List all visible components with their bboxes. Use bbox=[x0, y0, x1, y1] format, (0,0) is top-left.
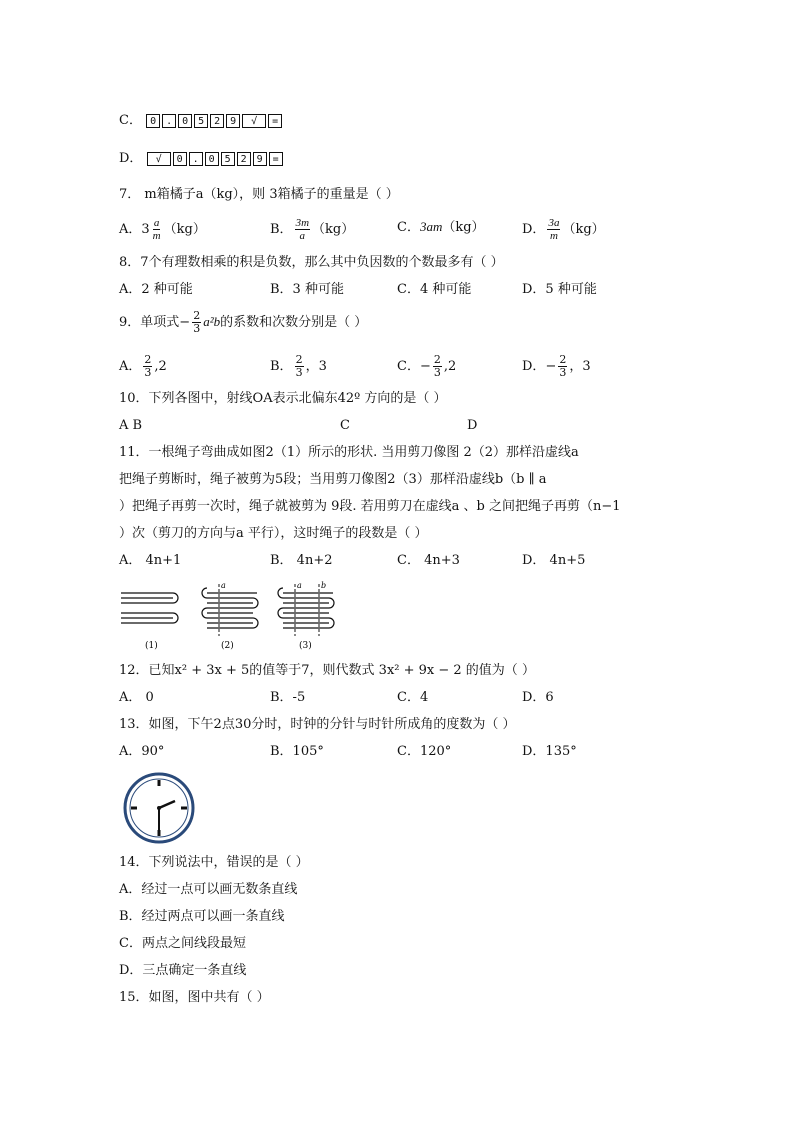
denominator: 3 bbox=[193, 322, 201, 335]
q10-stem: 10．下列各图中，射线OA表示北偏东42º 方向的是（ ） bbox=[119, 391, 447, 406]
figure-label: (2) bbox=[221, 641, 234, 651]
rope-figure-3 bbox=[278, 588, 334, 628]
q8-option-a: A．2 种可能 bbox=[119, 282, 193, 297]
q12-option-c: C．4 bbox=[397, 690, 429, 705]
q13-option-c: C．120° bbox=[397, 744, 452, 759]
monomial-variable: a²b bbox=[203, 314, 221, 329]
numerator: 2 bbox=[433, 353, 441, 366]
q9-option-a bbox=[119, 354, 167, 379]
calc-key: 0 bbox=[205, 152, 219, 166]
unit: （kg） bbox=[442, 220, 485, 235]
numerator: 2 bbox=[193, 309, 201, 322]
q14-option-d: D．三点确定一条直线 bbox=[119, 963, 247, 978]
fraction bbox=[547, 217, 560, 242]
q13-option-a: A．90° bbox=[119, 744, 165, 759]
q9-option-b bbox=[270, 354, 327, 379]
q7-stem: 7． m箱橘子a（kg），则 3箱橘子的重量是（ ） bbox=[119, 187, 399, 202]
q11-line-3: ）把绳子再剪一次时，绳子就被剪为 9段. 若用剪刀在虚线a 、b 之间把绳子再剪（n−1 bbox=[119, 499, 621, 514]
denominator: a bbox=[299, 230, 306, 242]
numerator: 2 bbox=[144, 353, 152, 366]
fraction bbox=[143, 354, 152, 379]
denominator: 3 bbox=[433, 366, 441, 379]
q6-option-d bbox=[119, 151, 283, 167]
numerator: 3m bbox=[295, 217, 310, 229]
option-label: C． bbox=[397, 359, 420, 374]
q6-option-c bbox=[119, 113, 282, 129]
option-label: B． bbox=[270, 222, 293, 237]
denominator: 3 bbox=[295, 366, 303, 379]
minus-sign: − bbox=[419, 359, 431, 374]
fraction bbox=[192, 310, 201, 335]
q8-option-b: B．3 种可能 bbox=[270, 282, 344, 297]
numerator: a bbox=[153, 217, 160, 229]
calc-key: 0 bbox=[146, 114, 160, 128]
fraction bbox=[433, 354, 442, 379]
label-a: a bbox=[221, 581, 226, 590]
q11-option-b: B． 4n+2 bbox=[270, 553, 333, 568]
calc-key: 5 bbox=[194, 114, 208, 128]
q12-option-b: B．-5 bbox=[270, 690, 306, 705]
numerator: 2 bbox=[295, 353, 303, 366]
minus-sign: − bbox=[545, 359, 557, 374]
numerator: 3a bbox=[548, 217, 560, 229]
q9-option-d bbox=[522, 354, 591, 379]
figure-label: (3) bbox=[299, 641, 312, 651]
rope-figure-2 bbox=[202, 588, 258, 628]
stem-text: 的系数和次数分别是（ ） bbox=[220, 315, 368, 330]
q11-option-a: A． 4n+1 bbox=[119, 553, 182, 568]
option-label: B． bbox=[270, 359, 293, 374]
option-label: C． bbox=[119, 113, 142, 128]
label-b: b bbox=[321, 581, 327, 590]
q11-option-d: D． 4n+5 bbox=[522, 553, 586, 568]
calc-key: . bbox=[189, 152, 203, 166]
option-tail: ，3 bbox=[569, 359, 591, 374]
q7-option-d bbox=[522, 217, 605, 242]
fraction bbox=[295, 217, 310, 242]
q14-option-a: A．经过一点可以画无数条直线 bbox=[119, 882, 298, 897]
rope-figures bbox=[119, 580, 349, 652]
q7-option-a bbox=[119, 217, 206, 242]
rope-figure-1 bbox=[121, 593, 178, 623]
unit: （kg） bbox=[312, 222, 355, 237]
calc-key: . bbox=[162, 114, 176, 128]
q11-line-2: 把绳子剪断时，绳子被剪为5段；当用剪刀像图2（3）那样沿虚线b（b ∥ a bbox=[119, 472, 547, 487]
q12-option-d: D．6 bbox=[522, 690, 554, 705]
q15-stem: 15．如图，图中共有（ ） bbox=[119, 990, 270, 1005]
fraction bbox=[558, 354, 567, 379]
q8-stem: 8．7个有理数相乘的积是负数，那么其中负因数的个数最多有（ ） bbox=[119, 255, 504, 270]
calc-key: 5 bbox=[221, 152, 235, 166]
q7-option-c bbox=[397, 219, 485, 236]
calc-key: 0 bbox=[178, 114, 192, 128]
q12-option-a: A． 0 bbox=[119, 690, 154, 705]
expression: 3am bbox=[419, 219, 443, 234]
q7-option-b bbox=[270, 217, 354, 242]
q14-option-c: C．两点之间线段最短 bbox=[119, 936, 246, 951]
stem-text: 9．单项式 bbox=[119, 315, 180, 330]
q9-stem bbox=[119, 310, 367, 335]
calc-key: 9 bbox=[253, 152, 267, 166]
q13-option-b: B．105° bbox=[270, 744, 324, 759]
calc-key: = bbox=[268, 114, 282, 128]
numerator: 2 bbox=[559, 353, 567, 366]
q13-stem: 13．如图，下午2点30分时，时钟的分针与时针所成角的度数为（ ） bbox=[119, 717, 516, 732]
option-label: D． bbox=[119, 151, 143, 166]
unit: （kg） bbox=[163, 222, 206, 237]
unit: （kg） bbox=[562, 222, 605, 237]
denominator: 3 bbox=[144, 366, 152, 379]
fraction bbox=[152, 217, 162, 242]
denominator: m bbox=[152, 230, 161, 242]
q13-option-d: D．135° bbox=[522, 744, 577, 759]
q12-stem: 12．已知x² + 3x + 5的值等于7，则代数式 3x² + 9x − 2 的值为（ ） bbox=[119, 663, 535, 678]
minus-sign: − bbox=[179, 315, 191, 330]
q11-option-c: C． 4n+3 bbox=[397, 553, 460, 568]
key-sequence bbox=[146, 114, 282, 128]
q8-option-c: C．4 种可能 bbox=[397, 282, 472, 297]
denominator: 3 bbox=[559, 366, 567, 379]
calc-key: 0 bbox=[173, 152, 187, 166]
option-label: D． bbox=[522, 359, 546, 374]
option-tail: ,2 bbox=[154, 359, 167, 374]
q14-stem: 14．下列说法中，错误的是（ ） bbox=[119, 855, 309, 870]
q10-option-ab: A B bbox=[119, 418, 143, 433]
calc-key: 2 bbox=[237, 152, 251, 166]
denominator: m bbox=[549, 230, 558, 242]
sqrt-key-icon: √ bbox=[242, 114, 266, 128]
q14-option-b: B．经过两点可以画一条直线 bbox=[119, 909, 285, 924]
key-sequence bbox=[147, 152, 283, 166]
q10-option-c: C bbox=[340, 418, 350, 433]
fraction bbox=[295, 354, 304, 379]
calc-key: = bbox=[269, 152, 283, 166]
option-label: D． bbox=[522, 222, 546, 237]
calc-key: 2 bbox=[210, 114, 224, 128]
option-label: A． bbox=[119, 359, 142, 374]
option-tail: ,2 bbox=[443, 359, 457, 374]
figure-label: (1) bbox=[145, 641, 158, 651]
label-a: a bbox=[297, 581, 302, 590]
q9-option-c bbox=[397, 354, 456, 379]
q11-line-1: 11．一根绳子弯曲成如图2（1）所示的形状. 当用剪刀像图 2（2）那样沿虚线a bbox=[119, 445, 579, 460]
calc-key: 9 bbox=[226, 114, 240, 128]
sqrt-key-icon: √ bbox=[147, 152, 171, 166]
clock-icon bbox=[122, 771, 196, 845]
q10-option-d: D bbox=[467, 418, 478, 433]
option-label: C． bbox=[397, 220, 420, 235]
option-label: A． bbox=[119, 222, 142, 237]
q11-line-4: ）次（剪刀的方向与a 平行），这时绳子的段数是（ ） bbox=[119, 526, 428, 541]
q8-option-d: D．5 种可能 bbox=[522, 282, 597, 297]
option-tail: ，3 bbox=[305, 359, 327, 374]
coefficient: 3 bbox=[141, 222, 150, 237]
